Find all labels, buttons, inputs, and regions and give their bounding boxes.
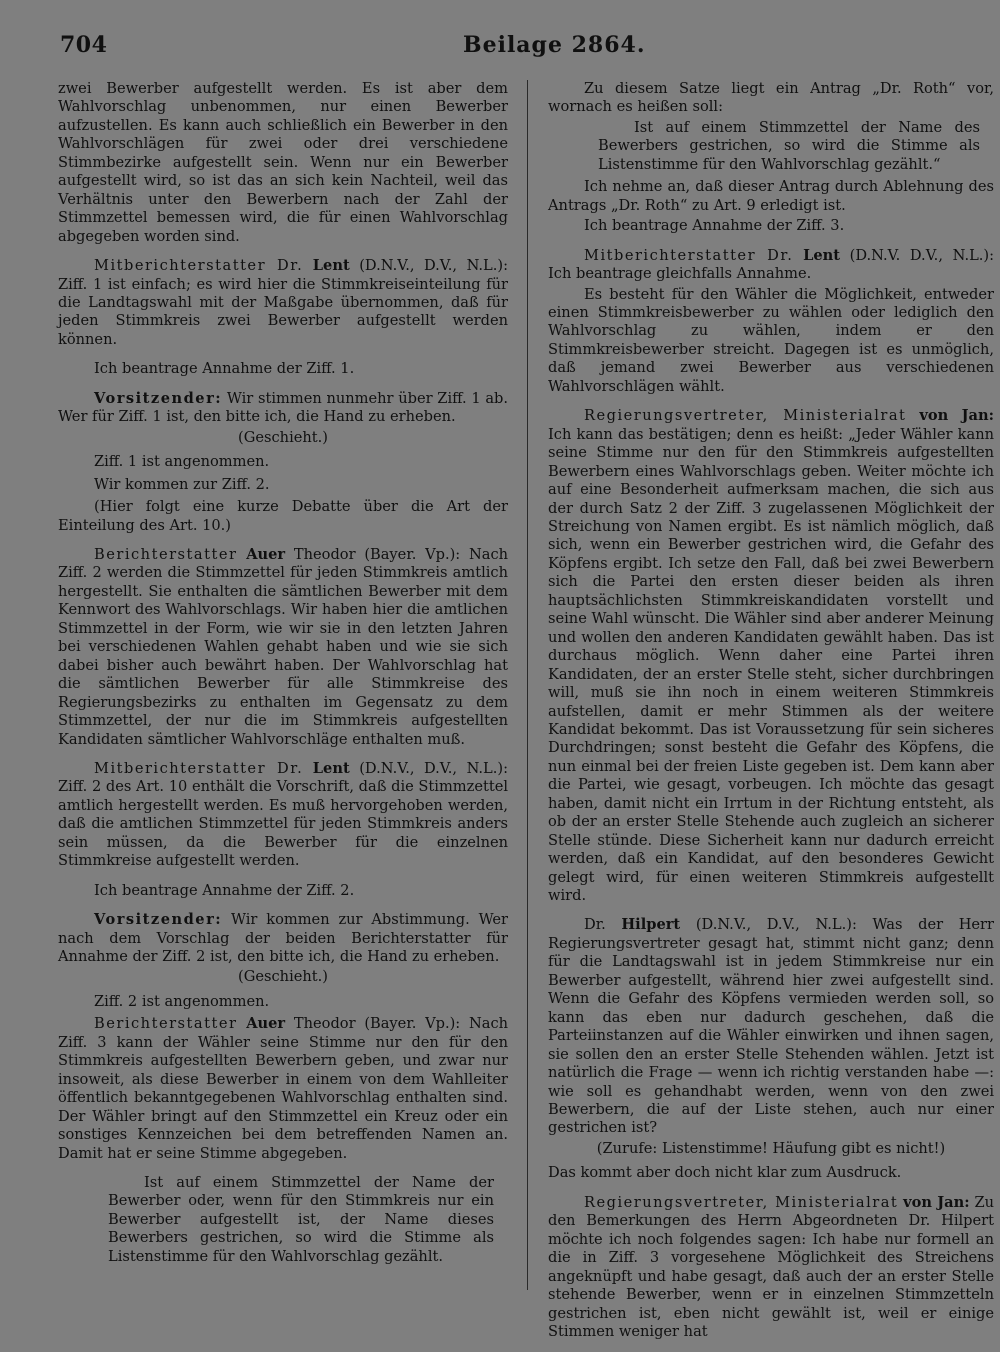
paragraph: Ziff. 1 ist angenommen. [94,453,270,471]
paragraph: Es besteht für den Wähler die Möglichkeit, entweder einen Stimmkreisbewerber zu wählen oder lediglich den Wahlvorschlag zu wählen, indem er den Stimmkreisbewerber streicht. Dagegen ist es unmöglich, daß jemand zwei Bewerber aus verschiedenen Wahlvorschlägen wählt. [548,285,994,395]
page-header [58,32,988,62]
speaker-role: Regierungsvertreter, Ministerialrat [584,407,907,425]
quoted-text: Ist auf einem Stimmzettel der Name der Bewerber oder, wenn für den Stimmkreis nur ein Bewerber aufgestellt ist, der Name dieses Bewerbers gestrichen, so wird die Stimme als Listenstimme für den Wahlvorschlag gezählt. [108,1174,494,1265]
column-divider [527,80,528,1290]
speech-paragraph [58,911,508,966]
right-column [548,80,994,1352]
speaker-party: (D.N.V., D.V., N.L.): [695,916,857,934]
speaker-name: Lent [803,246,840,264]
quoted-text: Ist auf einem Stimmzettel der Name des Bewerbers gestrichen, so wird die Stimme als Listenstimme für den Wahlvorschlag gezählt.“ [598,118,980,173]
speech-text: Ziff. 1 ist einfach; es wird hier die Stimmkreiseinteilung für die Landtagswahl mit der Maßgabe übernommen, daß für jeden Stimmkreis zwei Bewerber aufgestellt werden können. [58,275,508,348]
speaker-role: Mitberichterstatter Dr. [584,246,794,264]
paragraph: Wir kommen zur Ziff. 2. [94,475,270,493]
speaker-name: Lent [312,759,350,777]
paragraph: Ziff. 2 ist angenommen. [94,992,270,1010]
speaker-role: Vorsitzender: [94,911,223,929]
speech-paragraph [58,1015,508,1163]
speaker-role: Mitberichterstatter Dr. [94,759,304,777]
speaker-role: Mitberichterstatter Dr. [94,257,304,275]
speaker-name: Auer [246,1015,286,1033]
stage-note: (Geschieht.) [238,428,328,446]
paragraph: Ich beantrage Annahme der Ziff. 1. [94,360,355,378]
speech-paragraph [58,257,508,349]
speaker-name: Auer [246,545,286,563]
paragraph: Zu diesem Satze liegt ein Antrag „Dr. Roth“ vor, wornach es heißen soll: [548,80,994,116]
speaker-name: von Jan: [919,407,995,425]
paragraph: Ich beantrage Annahme der Ziff. 3. [584,217,845,235]
speaker-role: Berichterstatter [94,545,238,563]
speech-paragraph [548,916,994,1137]
stage-note: (Hier folgt eine kurze Debatte über die Art der Einteilung des Art. 10.) [58,498,508,534]
speech-text: Nach Ziff. 3 kann der Wähler seine Stimme nur den für den Stimmkreis aufgestellten Bewerbern geben, und zwar nur insoweit, als diese Bewerber in einem von dem Wahlleiter öffentlich bekanntgegebenen Wahlvorschlag enthalten sind. Der Wähler bringt auf den Stimmzettel ein Kreuz oder ein sonstiges Kennzeichen bei dem betreffenden Namen an. Damit hat er seine Stimme abgegeben. [58,1015,509,1162]
speaker-role: Vorsitzender: [94,389,223,407]
stage-note: (Geschieht.) [238,968,328,986]
stage-note: (Zurufe: Listenstimme! Häufung gibt es nicht!) [596,1139,946,1157]
speaker-party: (D.N.V. D.V., N.L.): [849,246,995,264]
speech-paragraph [58,546,508,749]
speaker-party: (D.N.V., D.V., N.L.): [359,257,508,275]
paragraph: Ich beantrage Annahme der Ziff. 2. [94,881,355,899]
speaker-role: Berichterstatter [94,1015,238,1033]
speech-paragraph [548,1194,994,1342]
speaker-name: von Jan: [903,1193,970,1211]
speaker-party: Theodor (Bayer. Vp.): [293,545,461,563]
speaker-party: Theodor (Bayer. Vp.): [293,1015,461,1033]
speech-text: Nach Ziff. 2 werden die Stimmzettel für jeden Stimmkreis amtlich hergestellt. Sie enthalten die sämtlichen Bewerber mit dem Kennwort des Wahlvorschlags. Wir haben hier die amtlichen Stimmzettel in der Form, wie wir sie in den letzten Jahren bei verschiedenen Wahlen gehabt haben und wie sie sich dabei bisher auch bewährt haben. Der Wahlvorschlag hat die sämtlichen Bewerber für alle Stimmkreise des Regierungsbezirks zu enthalten im Gegensatz zu dem Stimmzettel, der nur die im Stimmkreis aufgestellten Kandidaten sämtlicher Wahlvorschläge enthalten muß. [58,545,509,748]
paragraph: Das kommt aber doch nicht klar zum Ausdruck. [548,1164,902,1182]
paragraph: zwei Bewerber aufgestellt werden. Es ist aber dem Wahlvorschlag unbenommen, nur einen Bewerber aufzustellen. Es kann auch schließlich ein Bewerber in den Wahlvorschlägen für zwei oder drei verschiedene Stimmbezirke aufgestellt sein. Wenn nur ein Bewerber aufgestellt wird, so ist das an sich kein Nachteil, weil das Verhältnis unter den Bewerbern nach der Zahl der Stimmzettel bemessen wird, die für einen Wahlvorschlag abgegeben worden sind. [58,80,508,245]
speech-text: Wir kommen zur Abstimmung. Wer nach dem Vorschlag der beiden Berichterstatter für Annahme der Ziff. 2 ist, den bitte ich, die Hand zu erheben. [58,911,508,966]
speaker-role: Dr. [584,916,606,934]
speech-text: Zu den Bemerkungen des Herrn Abgeordneten Dr. Hilpert möchte ich noch folgendes sagen: Ich habe nur formell an die in Ziff. 3 vorgesehene Möglichkeit des Streichens angeknüpft und habe gesagt, daß auch der an erster Stelle stehende Bewerber, wenn er in einzelnen Stimmzetteln gestrichen ist, eben nicht gewählt ist, weil er einige Stimmen weniger hat [548,1193,994,1340]
speaker-party: (D.N.V., D.V., N.L.): [359,759,508,777]
page-number: 704 [60,32,108,58]
speech-paragraph [548,247,994,284]
speech-text: Wir stimmen nunmehr über Ziff. 1 ab. Wer für Ziff. 1 ist, den bitte ich, die Hand zu erheben. [58,389,509,426]
speaker-role: Regierungsvertreter, Ministerialrat [584,1193,899,1211]
speech-text: Was der Herr Regierungsvertreter gesagt hat, stimmt nicht ganz; denn für die Landtagswahl ist in jedem Stimmkreise nur ein Bewerber aufgestellt, während hier zwei aufgestellt sind. Wenn die Gefahr des Köpfens vermieden werden soll, so kann das eben nur dadurch geschehen, daß die Parteiinstanzen auf die Wähler einwirken und ihnen sagen, sie sollen den an erster Stelle Stehenden wählen. Jetzt ist natürlich die Frage — wenn ich richtig verstanden habe —: wie soll es gehandhabt werden, wenn von den zwei Bewerbern, die auf der Liste stehen, auch nur einer gestrichen ist? [548,916,995,1137]
speech-paragraph [58,390,508,427]
speech-text: Ziff. 2 des Art. 10 enthält die Vorschrift, daß die Stimmzettel amtlich hergestellt werden. Es muß hervorgehoben werden, daß die amtlichen Stimmzettel für jeden Stimmkreis anders sein müssen, da die Bewerber für die einzelnen Stimmkreise aufgestellt werden. [58,778,508,870]
speech-paragraph [548,407,994,905]
paragraph: Ich nehme an, daß dieser Antrag durch Ablehnung des Antrags „Dr. Roth“ zu Art. 9 erledigt ist. [548,178,994,214]
left-column [58,80,508,1270]
speaker-name: Hilpert [621,916,681,934]
speech-text: Ich kann das bestätigen; denn es heißt: „Jeder Wähler kann seine Stimme nur den für den Stimmkreis aufgestellten Bewerbern eines Wahlvorschlags geben. Weiter möchte ich auf eine Besonderheit aufmerksam machen, die sich aus der durch Satz 2 der Ziff. 3 zugelassenen Möglichkeit der Streichung von Namen ergibt. Es ist nämlich möglich, daß sich, wenn ein Bewerber gestrichen wird, die Gefahr des Köpfens ergibt. Ich setze den Fall, daß bei zwei Bewerbern sich die Partei den ersten dieser beiden als ihren hauptsächlichsten Stimmkreiskandidaten vorstellt und seine Wahl wünscht. Die Wähler sind aber anderer Meinung und wollen den anderen Kandidaten gewählt haben. Das ist durchaus möglich. Wenn daher eine Partei ihren Kandidaten, der an erster Stelle steht, sicher durchbringen will, muß sie ihn noch in einem weiteren Stimmkreis aufstellen, damit er mehr Stimmen als der weitere Kandidat bekommt. Das ist Voraussetzung für sein sicheres Durchdringen; sonst besteht die Gefahr des Köpfens, die nun einmal bei der freien Liste gegeben ist. Dem kann aber die Partei, wie gesagt, vorbeugen. Ich möchte das gesagt haben, damit nicht ein Irrtum in der Richtung entsteht, als ob der an erster Stelle Stehende auch zugleich an sicherer Stelle stünde. Diese Sicherheit kann nur dadurch erreicht werden, daß ein Kandidat, auf den besonderes Gewicht gelegt wird, für einen weiteren Stimmkreis aufgestellt wird. [548,425,994,905]
speaker-name: Lent [312,257,350,275]
speech-paragraph [58,760,508,871]
running-head: Beilage 2864. [463,32,646,58]
speech-text: Ich beantrage gleichfalls Annahme. [548,265,812,283]
